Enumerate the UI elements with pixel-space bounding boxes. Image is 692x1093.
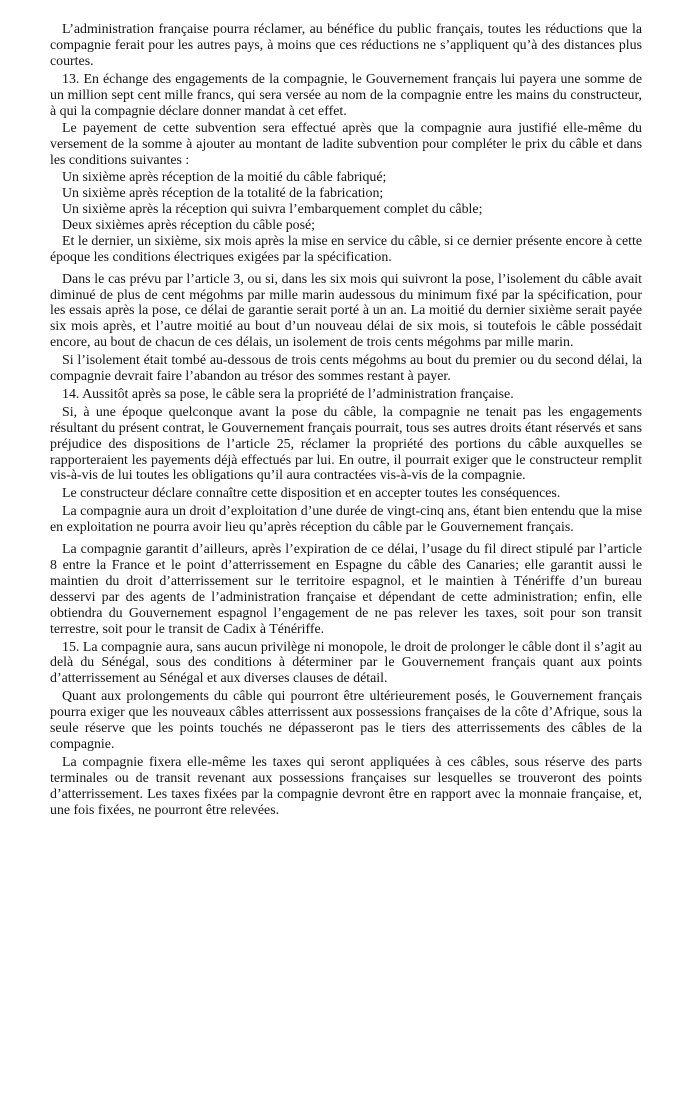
paragraph-direct-wire-guarantee: La compagnie garantit d’ailleurs, après l’expiration de ce délai, l’usage du fil direct stipulé par l’article 8 entre la France et le point d’atterrissement en Espagne du câble des Canaries; elle garantit aussi le maintien du droit d’atterrissement sur le territoire espagnol, et le maintien à Ténériffe d’un bureau desservi par des agents de l’administration française et dépendant de cette administration; enfin, elle obtiendra du Gouvernement espagnol l’engagement de ne pas relever les taxes, soit pour son transit terrestre, soit pour le transit de Cadix à Ténériffe.: [50, 542, 642, 637]
paragraph-last-sixth: Et le dernier, un sixième, six mois après la mise en service du câble, si ce dernier présente encore à cette époque les conditions électriques exigées par la spécification.: [50, 233, 642, 265]
paragraph-article-14: 14. Aussitôt après sa pose, le câble sera la propriété de l’administration française.: [62, 386, 514, 402]
paragraph-payment-conditions: Le payement de cette subvention sera effectué après que la compagnie aura justifié elle-même du versement de la somme à ajouter au montant de ladite subvention pour compléter le prix du câble et dans les conditions suivantes :: [50, 121, 642, 169]
paragraph-article-15: 15. La compagnie aura, sans aucun privilège ni monopole, le droit de prolonger le câble dont il s’agit au delà du Sénégal, sous des conditions à déterminer par le Gouvernement français quant aux points d’atterrissement au Sénégal et aux diverses clauses de détail.: [50, 639, 642, 687]
paragraph-taxes: La compagnie fixera elle-même les taxes qui seront appliquées à ces câbles, sous réserve des parts terminales ou de transit revenant aux possessions françaises sur lesquelles se trouveront des points d’atterrissement. Les taxes fixées par la compagnie devront être en rapport avec la monnaie française, et, une fois fixées, ne pourront être relevées.: [50, 754, 642, 818]
paragraph-reductions: L’administration française pourra réclamer, au bénéfice du public français, toutes les réductions que la compagnie ferait pour les autres pays, à moins que ces réductions ne s’appliquent qu’à des distances plus courtes.: [50, 22, 642, 69]
document-page: [50, 22, 642, 821]
list-item-installment-4: Deux sixièmes après réception du câble posé;: [62, 217, 316, 233]
paragraph-extensions: Quant aux prolongements du câble qui pourront être ultérieurement posés, le Gouvernement français pourra exiger que les nouveaux câbles atterrissent aux possessions françaises de la côte d’Afrique, sous la seule réserve que les points touchés ne dépasseront pas le tiers des atterrissements des câbles de la compagnie.: [50, 689, 642, 752]
list-item-installment-2: Un sixième après réception de la totalité de la fabrication;: [62, 186, 384, 202]
list-item-installment-1: Un sixième après réception de la moitié du câble fabriqué;: [62, 170, 387, 186]
paragraph-exploitation-right: La compagnie aura un droit d’exploitation d’une durée de vingt-cinq ans, étant bien entendu que la mise en exploitation ne pourra avoir lieu qu’après réception du câble par le Gouvernement français.: [50, 504, 642, 536]
list-item-installment-3: Un sixième après la réception qui suivra l’embarquement complet du câble;: [62, 201, 483, 217]
paragraph-constructor-declaration: Le constructeur déclare connaître cette disposition et en accepter toutes les conséquences.: [62, 486, 561, 502]
paragraph-ownership-claim: Si, à une époque quelconque avant la pose du câble, la compagnie ne tenait pas les engagements résultant du présent contrat, le Gouvernement français pourrait, tous ses autres droits étant réservés et sans préjudice des dispositions de l’article 25, réclamer la propriété des portions du câble auxquelles se rapporteraient les payements déjà effectués par lui. En outre, il pourrait exiger que le constructeur remplit vis-à-vis de lui toutes les obligations qu’il aura contractées vis-à-vis de la compagnie.: [50, 404, 642, 484]
paragraph-isolation-abandon: Si l’isolement était tombé au-dessous de trois cents mégohms au bout du premier ou du second délai, la compagnie devrait faire l’abandon au trésor des sommes restant à payer.: [50, 353, 642, 385]
paragraph-article-3-case: Dans le cas prévu par l’article 3, ou si, dans les six mois qui suivront la pose, l’isolement du câble avait diminué de plus de cent mégohms par mille marin audessous du minimum fixé par la spécification, pour les essais après la pose, ce délai de garantie serait porté à un an. La moitié du dernier sixième serait payée six mois après, et l’autre moitié au bout d’un nouveau délai de six mois, si toutefois le câble possédait encore, au bout de chacun de ces délais, un isolement de trois cents mégohms par mille marin.: [50, 271, 642, 351]
paragraph-article-13: 13. En échange des engagements de la compagnie, le Gouvernement français lui payera une somme de un million sept cent mille francs, qui sera versée au nom de la compagnie entre les mains du constructeur, à qui la compagnie déclare donner mandat à cet effet.: [50, 71, 642, 119]
